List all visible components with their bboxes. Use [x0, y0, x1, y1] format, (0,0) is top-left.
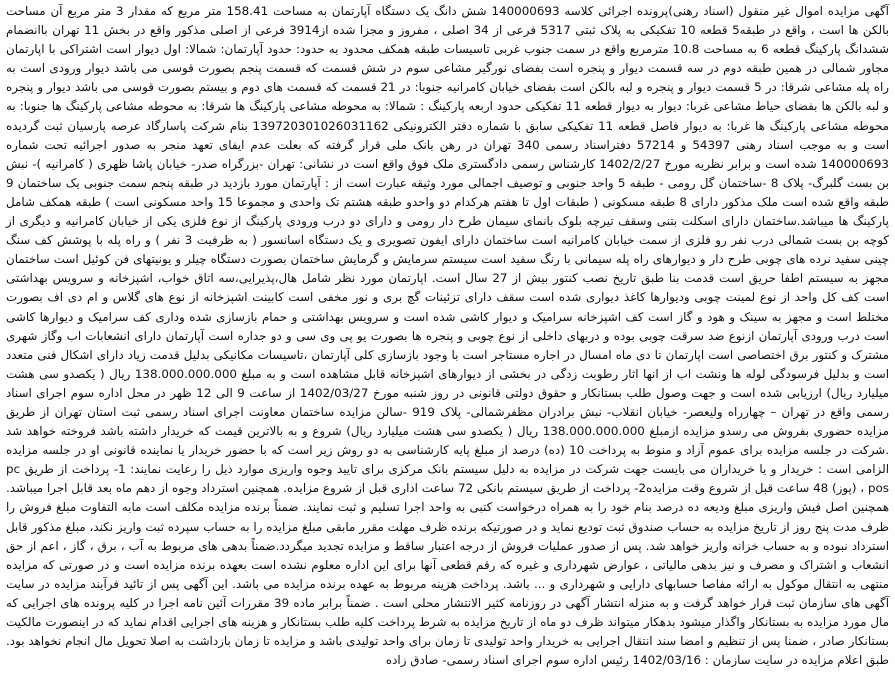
auction-notice-text: آگهی مزایده اموال غیر منقول (اسناد رهنی)پرونده اجرائی کلاسه 140000693 شش دانگ یک دستگاه آپارتمان به مساحت 158.41 متر مربع که مقدار 3 متر مربع آن مساحت بالکن ها است ، واقع در طبقه5 قطعه 10 تفکیکی به پلاک ثبتی 5317 فرعی از 34 اصلی ، مفروز و مجزا شده از3914 فرعی از اصلی مذکور واقع در بخش 11 تهران باانضمام ششدانگ پارکینگ قطعه 6 به مساحت 10.8 مترمربع واقع در سمت جنوب غربی تاسیسات طبقه همکف محدود به حدود: حدود آپارتمان: شمالا: اول دیوار است اشتراکی با اپارتمان مجاور شمالی در همین طبقه دوم در سه قسمت دیوار و پنجره است بفضای نورگیر مشاعی سوم در شش قسمت که قسمت پنجم بصورت قوسی می باشد دیوار ورودی است به راه پله مشاعی شرقا: در 5 قسمت دیوار و پنجره و لبه بالکن است بفضای خیابان کامرانیه جنوبا: در 21 قسمت که قسمت های دوم و بیستم بصورت قوسی می باشد دیوار و پنجره و لبه بالکن ها بفضای حیاط مشاعی غربا: دیوار به دیوار قطعه 11 تفکیکی حدود اربعه پارکینگ : شمالا: به محوطه مشاعی پارکینگ ها شرقا: به محوطه مشاعی پارکینگ ها جنوبا: به محوطه مشاعی پارکینگ ها غربا: به دیوار فاصل قطعه 11 تفکیکی سابق با شماره دفتر الکترونیکی 139720301026031162 بنام شرکت پاسارگاد عرصه پارسیان ثبت گردیده است و به موجب اسناد رهنی 54397 و 57214 دفتراسناد رسمی 340 تهران در رهن بانک ملی قرار گرفته که بعلت عدم ایفای تعهد منجر به صدور اجرائیه تحت شماره 140000693 شده است و برابر نظریه مورخ 1402/2/27 کارشناس رسمی دادگستری ملک فوق واقع است در نشانی: تهران -بزرگراه صدر- خیابان پاشا ظهری ( کامرانیه )- نبش بن بست گلبرگ- پلاک 8 -ساختمان گل رومی - طبقه 5 واحد جنوبی و توصیف اجمالی مورد وثیقه عبارت است از : آپارتمان مورد بازدید در طبقه پنجم سمت جنوبی یک ساختمان 9 طبقه واقع شده است ملک مذکور دارای 8 طبقه مسکونی ( طبقات اول تا هفتم هرکدام دو واحدو طبقه هشتم تک واحدی و مجموعا 15 واحد مسکونی است ) طبقه همکف شامل پارکینگ ها میباشد.ساختمان دارای اسکلت بتنی وسقف تیرچه بلوک بانمای سیمان طرح دار رومی و دارای دو درب ورودی پارکینگ از نوع فلزی یکی از خیابان کامرانیه و دیگری از کوچه بن بست شمالی درب نفر رو فلزی از سمت خیابان کامرانیه است ساختمان دارای ایفون تصویری و یک دستگاه اسانسور ( به ظرفیت 3 نفر ) و راه پله با پوشش کف سنگ چینی سفید نرده های چوبی طرح دار و دیوارهای راه پله سیمانی با رنگ سفید است سیستم سرمایش و گرمایش ساختمان بصورت دستگاه چیلر و یونیتهای فن کوئیل است ساختمان مجهز به سیستم اطفا حریق است قدمت بنا طبق تاریخ نصب کنتور بیش از 27 سال است. اپارتمان مورد نظر شامل هال،پذیرایی،سه اتاق خواب، اشپزخانه و سرویس بهداشتی است کف کل واحد از نوع لمینت چوبی ودیوارها کاغذ دیواری شده است سقف دارای تزئینات گچ بری و نور مخفی است کابینت اشپزخانه از نوع های گلاس و ام دی اف بصورت مختلط است و مجهز به سینک و هود و گاز است کف اشپزخانه سرامیک و دیوار کاشی شده است و سرویس بهداشتی و حمام بازسازی شده وداری کف سرامیک و دیوارها کاشی است درب ورودی آپارتمان ازنوع ضد سرقت چوبی بوده و دربهای داخلی از نوع چوبی و پنجره ها بصورت یو پی وی سی و دو جداره است آپارتمان دارای انشعابات اب وگاز شهری مشترک و کنتور برق اختصاصی است اپارتمان تا دی ماه امسال در اجاره مستاجر است با وجود بازسازی کلی آپارتمان ،تاسیسات مکانیکی بدلیل قدمت زیاد دارای اشکال فنی متعدد است و بدلیل فرسودگی لوله ها ونشت اب از انها اثار رطوبت زدگی در بخشی از دیوارهای اشپزخانه قابل مشاهده است و به مبلغ 138.000.000.000 ریال ( یکصدو سی هشت میلیارد ریال) ارزیابی شده است و جهت وصول طلب بستانکار و حقوق دولتی قانونی در روز شنبه مورخ 1402/03/27 از ساعت 9 الی 12 ظهر در محل اداره سوم اجرای اسناد رسمی واقع در تهران – چهارراه ولیعصر- خیابان انقلاب- نبش برادران مظفرشمالی- پلاک 919 -سالن مزایده ساختمان معاونت اجرای اسناد رسمی ثبت استان تهران از طریق مزایده حضوری بفروش می رسدو مزایده ازمبلغ 138.000.000.000 ریال ( یکصدو سی هشت میلیارد ریال) شروع و به بالاترین قیمت که خریدار داشته باشد فروخته خواهد شد .شرکت در جلسه مزایده برای عموم آزاد و منوط به پرداخت 10 (ده) درصد از مبلغ پایه کارشناسی به دو روش زیر است که با حضور خریدار یا نماینده قانونی او در جلسه مزایده الزامی است : خریدار و یا خریداران می بایست جهت شرکت در مزایده به دلیل سیستم بانک مرکزی برای تایید وجوه واریزی موارد ذیل را رعایت نمایند: 1- پرداخت از طریق pc pos ، (پوز) 48 ساعت قبل از شروع وقت مزایده2- پرداخت از طریق سیستم بانکی 72 ساعت اداری قبل از شروع مزایده. همچنین استرداد وجوه از دهم ماه بعد قابل اجرا میباشد. همچنین اصل فیش واریزی مبلغ ودیعه ده درصد بنام خود را به همراه درخواست کتبی به واحد اجرا تسلیم و ثبت نمایند. ضمناً برنده مزایده مکلف است مابه التفاوت مبلغ فروش را ظرف مدت پنج روز از تاریخ مزایده به حساب صندوق ثبت تودیع نماید و در صورتیکه برنده ظرف مهلت مقرر مابقی مبلغ مزایده را به حساب سپرده ثبت واریز نکند، مبلغ مذکور قابل استرداد نبوده و به حساب خزانه واریز خواهد شد. پس از صدور عملیات فروش از درجه اعتبار ساقط و مزایده تجدید میگردد.ضمناً بدهی های مربوط به آب ، برق ، گاز ، اعم از حق انشعاب و اشتراک و مصرف و نیز بدهی مالیاتی ، عوارض شهرداری و غیره که رقم قطعی آنها برای این اداره معلوم نشده است بعهده برنده مزایده است و در صورتی که مزایده منتهی به انتقال موکول به ارائه مفاصا حسابهای دارایی و شهرداری و ... باشد. پرداخت هزینه مربوط به عهده برنده مزایده می باشد. این آگهی پس از تائید فرآیند مزایده در سایت آگهی های سازمان ثبت قرار خواهد گرفت و به منزله انتشار آگهی در روزنامه کثیر الانتشار محلی است . ضمناً برابر ماده 39 مقررات آئین نامه اجرا در کلیه پرونده های اجرایی که مال مورد مزایده به بستانکار واگذار میشود بدهکار میتواند ظرف دو ماه از تاریخ مزایده به شرط پرداخت کلیه طلب بستانکار و هزینه های اجرایی اقدام نماید که در اینصورت مالکیت بستانکار صادر ، ضمنا پس از تنظیم و امضا سند انتقال اجرایی به خریدار واحد تولیدی تا زمان برای واحد تولیدی باشد و مزایده تا زمان بازداشت به اصلا تحویل مال انجام نخواهد بود. طبق اعلام مزایده در سایت سازمان : 1402/03/16 رئیس اداره سوم اجرای اسناد رسمی- صادق زاده [6, 4, 890, 668]
